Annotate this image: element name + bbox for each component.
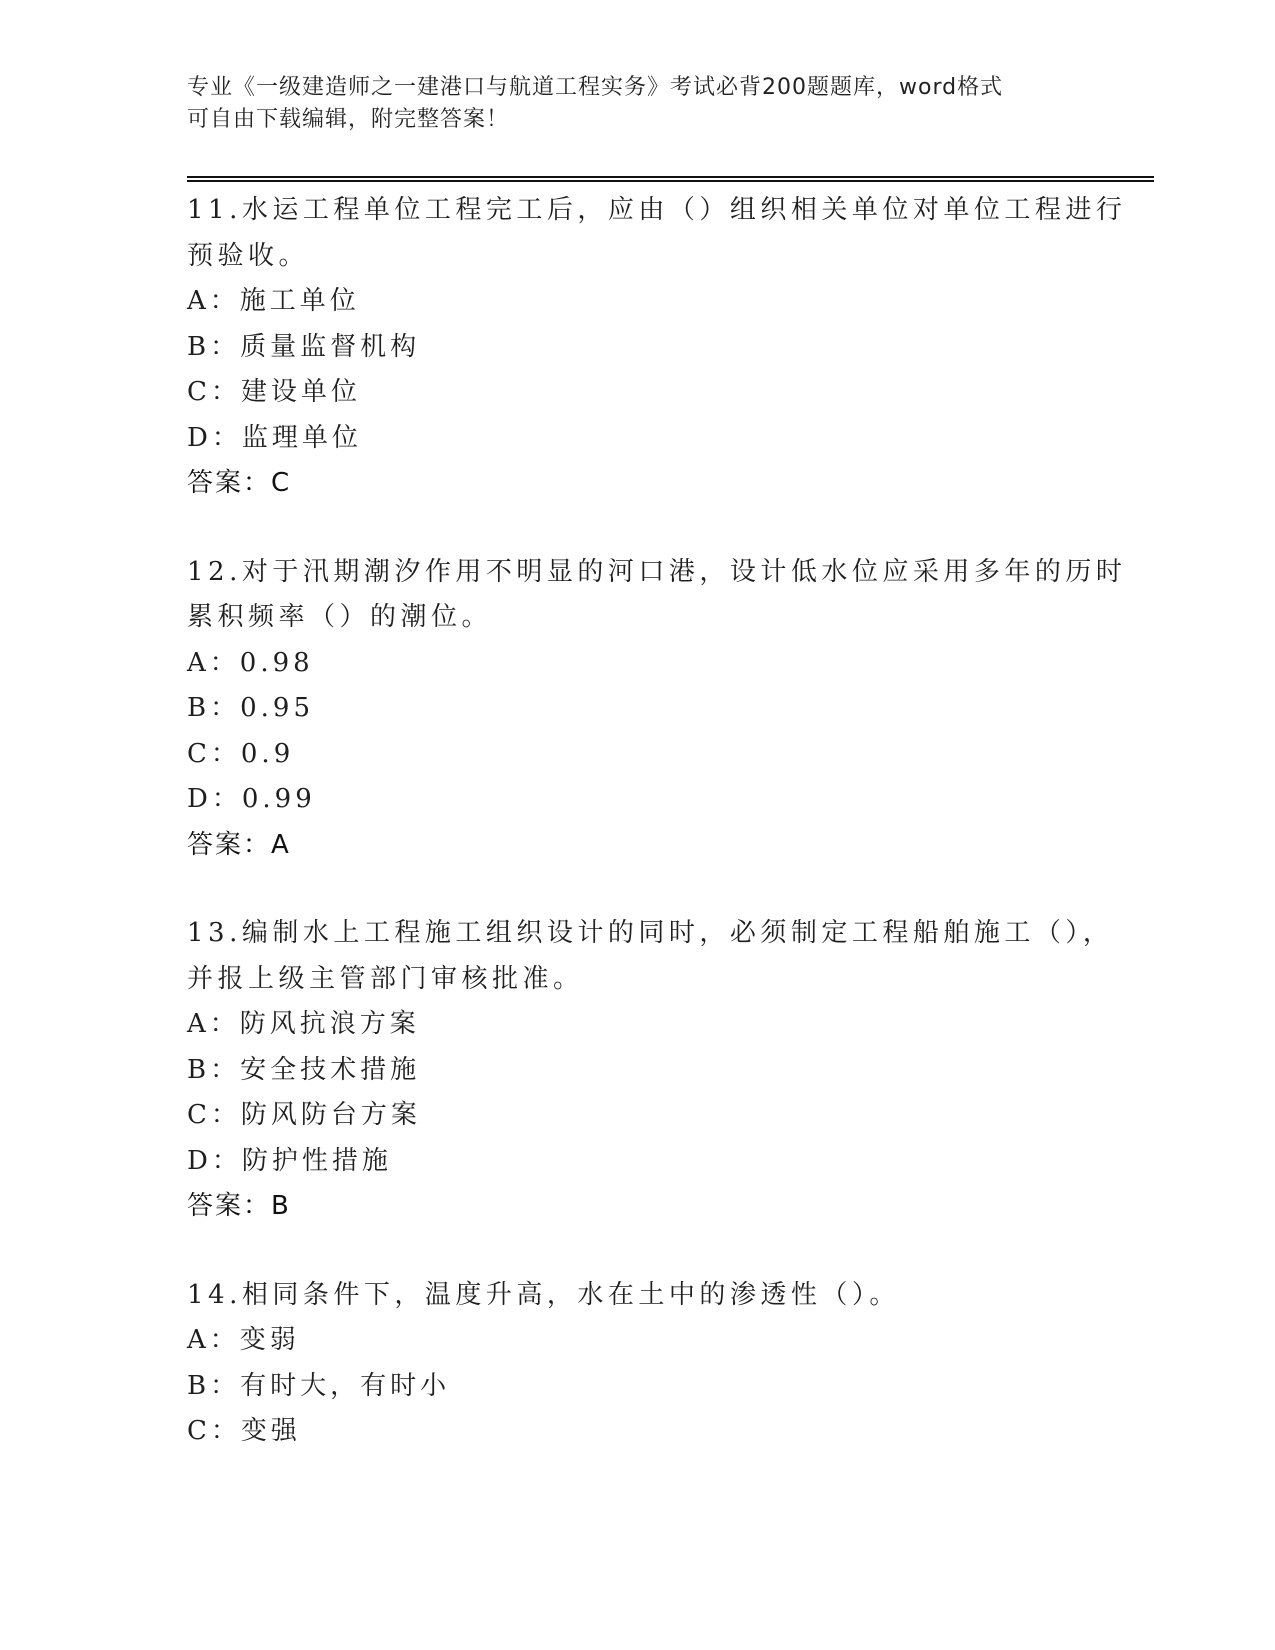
option-d: D：防护性措施 — [187, 1145, 392, 1176]
option-b: B：质量监督机构 — [187, 331, 421, 362]
option-c: C：建设单位 — [187, 377, 361, 407]
answer: 答案：A — [187, 829, 291, 860]
question-11 — [187, 188, 1127, 507]
question-12 — [187, 550, 1127, 869]
question-stem — [187, 550, 1127, 641]
option-d: D：0.99 — [187, 784, 316, 814]
option-a: A：0.98 — [187, 647, 314, 678]
header-line-2: 可自由下载编辑，附完整答案！ — [187, 107, 510, 132]
question-stem-line: 累积频率（）的潮位。 — [187, 602, 493, 632]
question-14 — [187, 1273, 1087, 1455]
question-list — [187, 188, 1127, 1498]
question-stem — [187, 188, 1127, 279]
option-b: B：0.95 — [187, 693, 314, 723]
option-a: A：施工单位 — [187, 286, 360, 316]
option-b: B：有时大，有时小 — [187, 1370, 451, 1401]
option-a: A：防风抗浪方案 — [187, 1009, 420, 1039]
question-stem-line: 11.水运工程单位工程完工后，应由（）组织相关单位对单位工程进行 — [187, 195, 1127, 225]
option-c: C：变强 — [187, 1416, 301, 1446]
option-d: D：监理单位 — [187, 422, 362, 453]
option-c: C：防风防台方案 — [187, 1100, 421, 1130]
question-stem-line: 13.编制水上工程施工组织设计的同时，必须制定工程船舶施工（）， — [187, 918, 1114, 948]
answer: 答案：B — [187, 1191, 291, 1221]
document-header — [187, 72, 1087, 136]
option-a: A：变弱 — [187, 1325, 300, 1355]
option-c: C：0.9 — [187, 738, 295, 769]
question-stem-line: 14.相同条件下，温度升高，水在土中的渗透性（）。 — [187, 1279, 900, 1310]
question-stem-line: 12.对于汛期潮汐作用不明显的河口港，设计低水位应采用多年的历时 — [187, 556, 1127, 587]
question-stem-line: 并报上级主管部门审核批准。 — [187, 963, 584, 994]
question-13 — [187, 911, 1114, 1230]
option-b: B：安全技术措施 — [187, 1054, 421, 1085]
header-line-1: 专业《一级建造师之一建港口与航道工程实务》考试必背200题题库，word格式 — [187, 75, 1004, 100]
header-double-rule — [187, 176, 1154, 182]
question-stem — [187, 1273, 1087, 1319]
question-stem — [187, 911, 1114, 1002]
answer: 答案：C — [187, 468, 292, 498]
question-stem-line: 预验收。 — [187, 240, 310, 271]
